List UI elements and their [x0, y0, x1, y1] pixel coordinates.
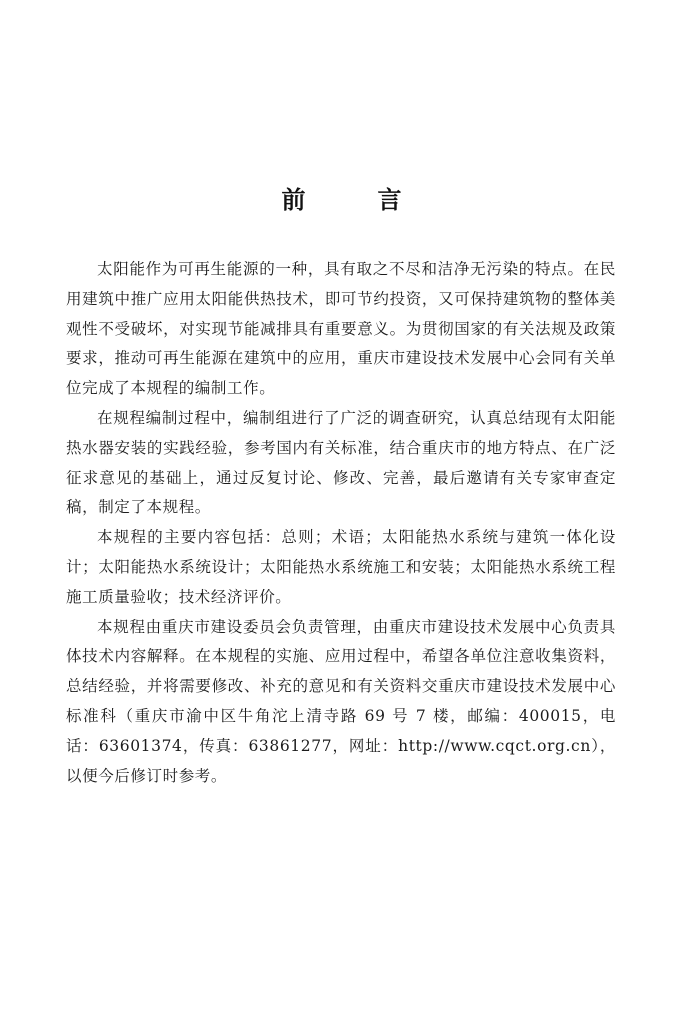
document-body [66, 255, 616, 791]
paragraph-contents: 本规程的主要内容包括：总则；术语；太阳能热水系统与建筑一体化设计；太阳能热水系统设计；太阳能热水系统施工和安装；太阳能热水系统工程施工质量验收；技术经济评价。 [66, 528, 616, 606]
paragraph-process: 在规程编制过程中，编制组进行了广泛的调查研究，认真总结现有太阳能热水器安装的实践经验，参考国内有关标准，结合重庆市的地方特点、在广泛征求意见的基础上，通过反复讨论、修改、完善，最后邀请有关专家审查定稿，制定了本规程。 [66, 408, 616, 517]
paragraph-intro: 太阳能作为可再生能源的一种，具有取之不尽和洁净无污染的特点。在民用建筑中推广应用太阳能供热技术，即可节约投资，又可保持建筑物的整体美观性不受破坏，对实现节能减排具有重要意义。为贯彻国家的有关法规及政策要求，推动可再生能源在建筑中的应用，重庆市建设技术发展中心会同有关单位完成了本规程的编制工作。 [66, 260, 616, 398]
page-title: 前 言 [281, 186, 426, 214]
paragraph-management: 本规程由重庆市建设委员会负责管理，由重庆市建设技术发展中心负责具体技术内容解释。在本规程的实施、应用过程中，希望各单位注意收集资料，总结经验，并将需要修改、补充的意见和有关资料交重庆市建设技术发展中心标准科（重庆市渝中区牛角沱上清寺路 69 号 7 楼，邮编：400015，电话：63601374，传真：63861277，网址：http://www.cqct.org.cn），以便今后修订时参考。 [66, 617, 616, 785]
